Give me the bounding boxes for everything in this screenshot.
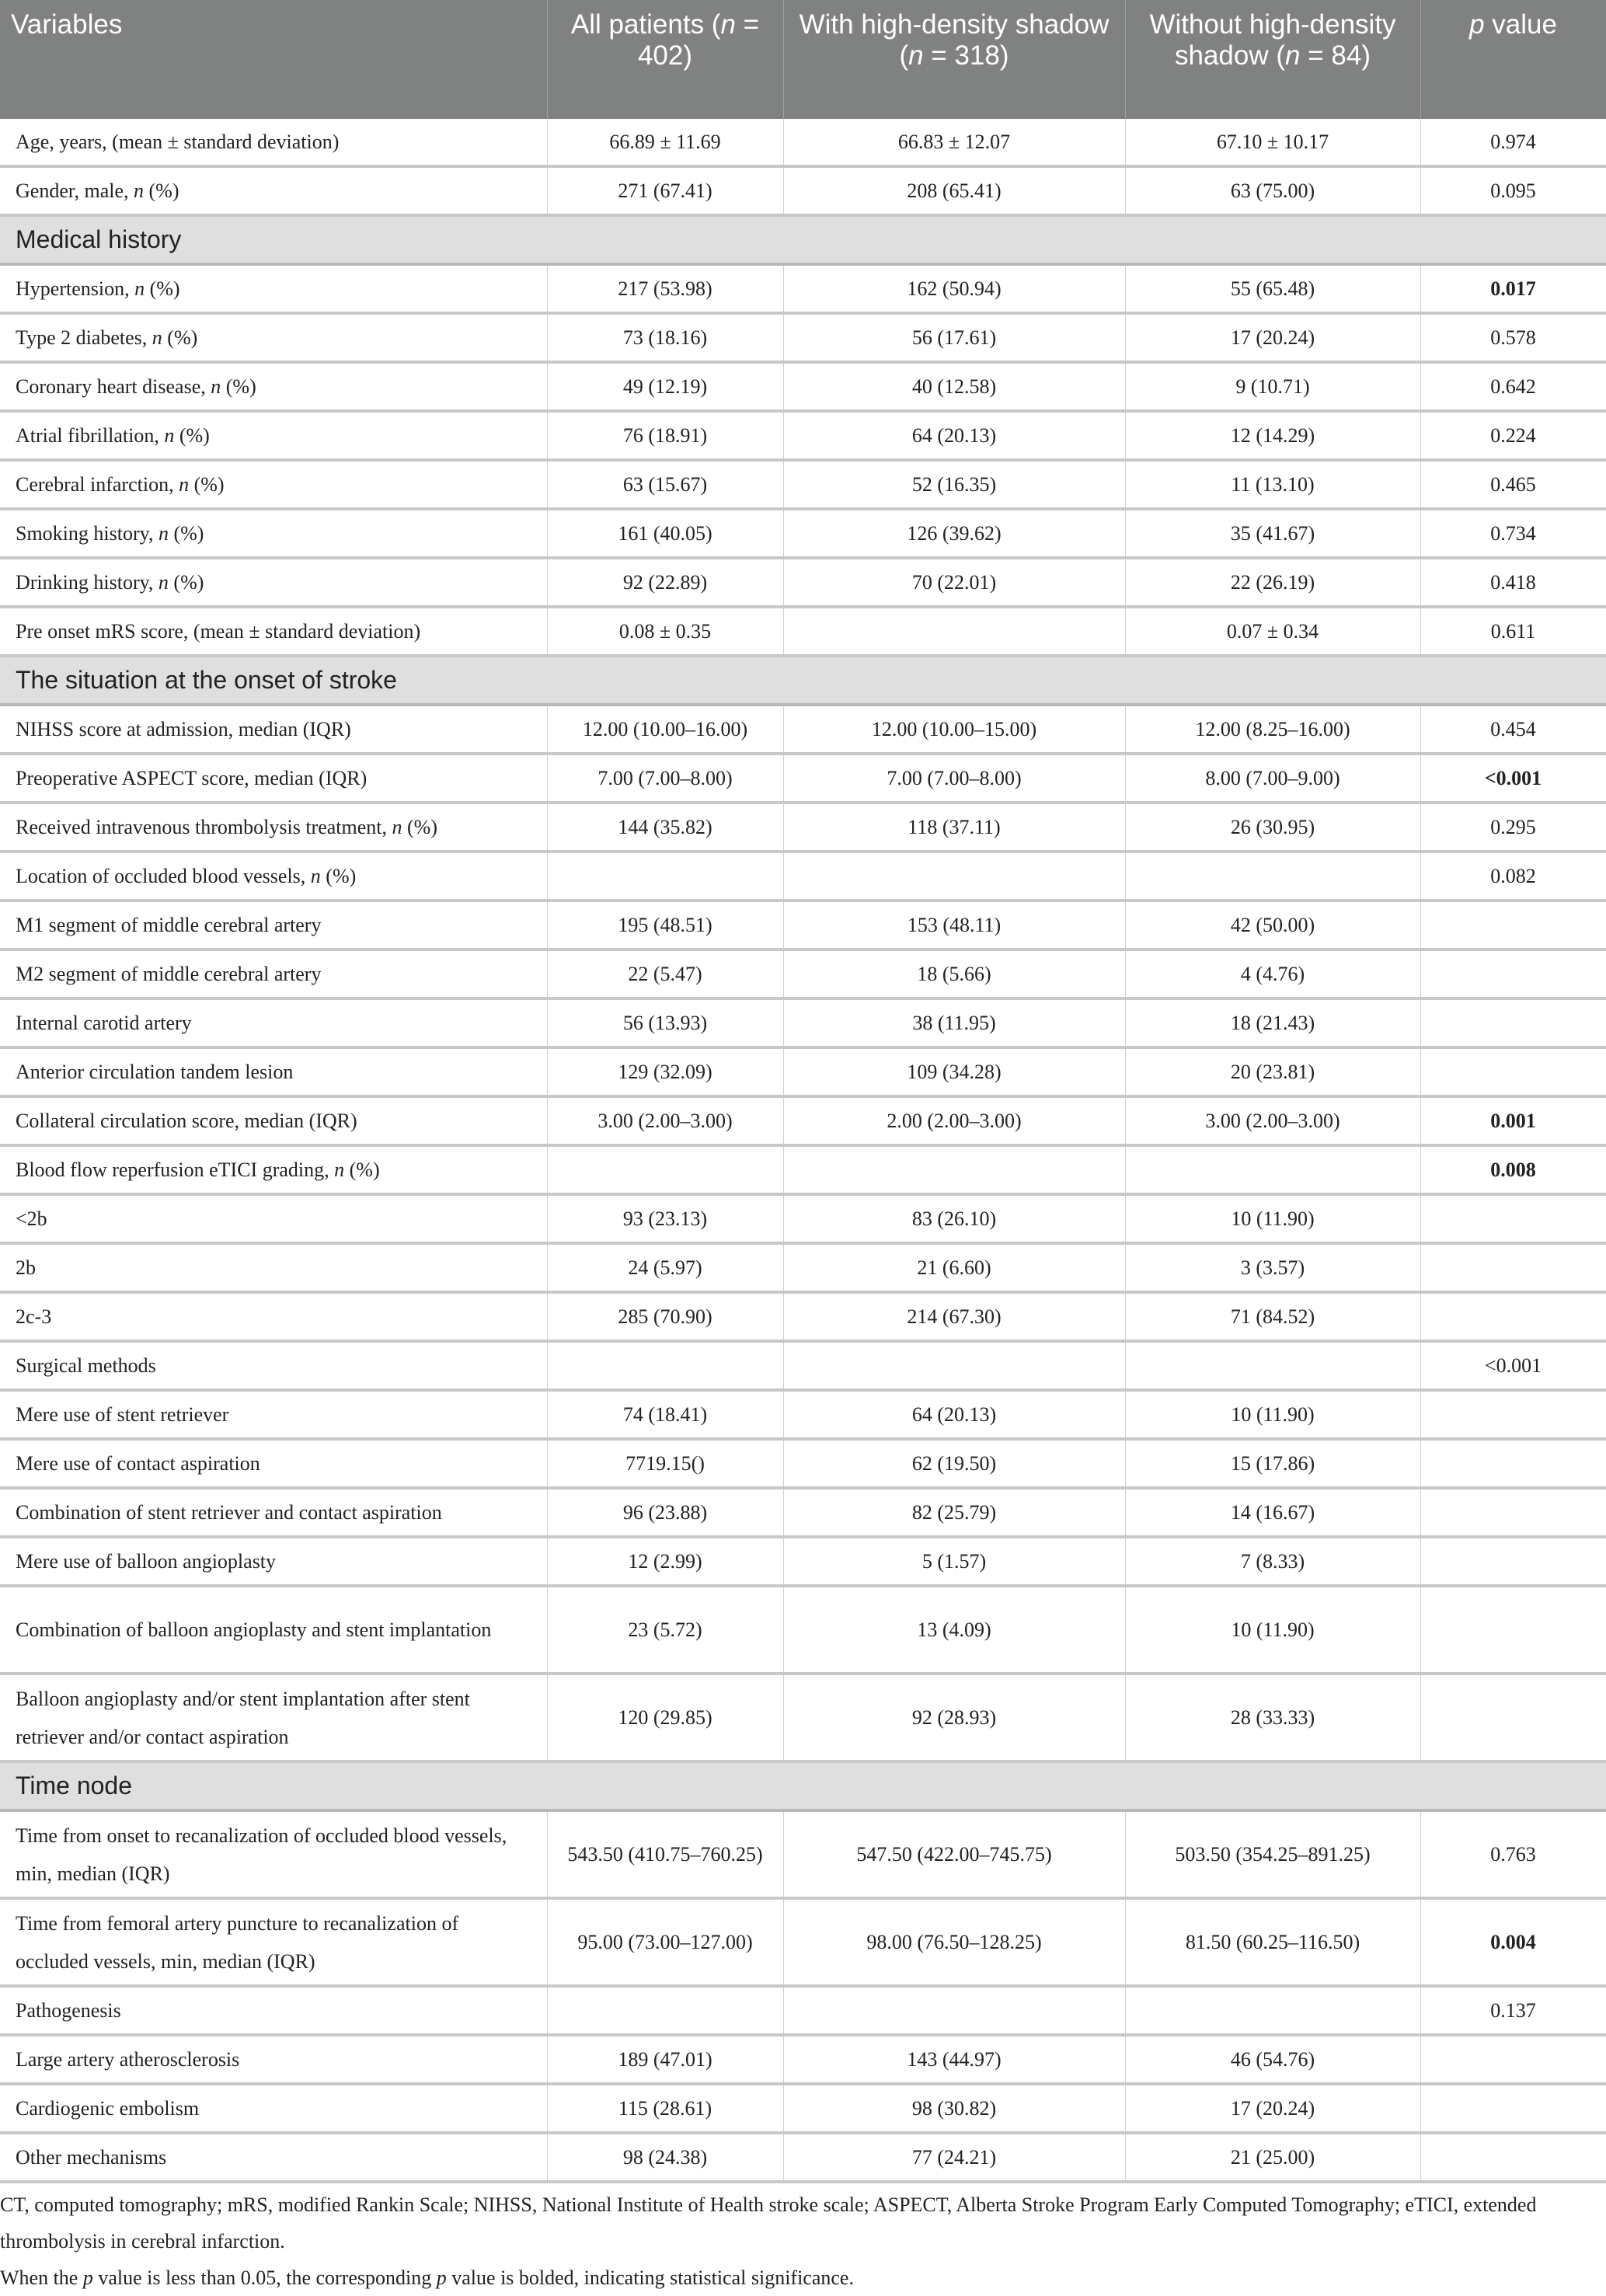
row-label: Gender, male, n (%) <box>0 166 547 215</box>
row-label: NIHSS score at admission, median (IQR) <box>0 705 547 754</box>
cell-with-shadow: 2.00 (2.00–3.00) <box>783 1096 1125 1145</box>
cell-with-shadow: 214 (67.30) <box>783 1292 1125 1341</box>
cell-with-shadow: 13 (4.09) <box>783 1586 1125 1674</box>
cell-with-shadow: 40 (12.58) <box>783 362 1125 411</box>
cell-without-shadow: 503.50 (354.25–891.25) <box>1125 1810 1420 1898</box>
row-label: Mere use of stent retriever <box>0 1390 547 1439</box>
table-row <box>0 1986 1606 2035</box>
cell-p-value: 0.465 <box>1420 460 1606 509</box>
cell-p-value <box>1420 2035 1606 2084</box>
header-p-value: p value <box>1420 0 1606 119</box>
row-label: Preoperative ASPECT score, median (IQR) <box>0 754 547 803</box>
table-row <box>0 166 1606 215</box>
cell-all-patients: 23 (5.72) <box>547 1586 783 1674</box>
table-row <box>0 607 1606 656</box>
cell-without-shadow: 11 (13.10) <box>1125 460 1420 509</box>
cell-without-shadow: 3.00 (2.00–3.00) <box>1125 1096 1420 1145</box>
section-title: The situation at the onset of stroke <box>0 656 1606 705</box>
cell-p-value: 0.001 <box>1420 1096 1606 1145</box>
table-row <box>0 1243 1606 1292</box>
cell-p-value: 0.418 <box>1420 558 1606 607</box>
section-title: Medical history <box>0 215 1606 264</box>
cell-without-shadow: 10 (11.90) <box>1125 1390 1420 1439</box>
cell-without-shadow: 15 (17.86) <box>1125 1439 1420 1488</box>
cell-p-value <box>1420 1390 1606 1439</box>
cell-all-patients: 49 (12.19) <box>547 362 783 411</box>
cell-with-shadow: 52 (16.35) <box>783 460 1125 509</box>
cell-all-patients: 96 (23.88) <box>547 1488 783 1537</box>
cell-all-patients: 161 (40.05) <box>547 509 783 558</box>
cell-with-shadow <box>783 1986 1125 2035</box>
table-row <box>0 1898 1606 1986</box>
cell-p-value: 0.004 <box>1420 1898 1606 1986</box>
cell-p-value <box>1420 1439 1606 1488</box>
row-label: <2b <box>0 1194 547 1243</box>
table-row <box>0 1674 1606 1761</box>
cell-without-shadow: 0.07 ± 0.34 <box>1125 607 1420 656</box>
cell-p-value: 0.082 <box>1420 852 1606 901</box>
cell-without-shadow <box>1125 852 1420 901</box>
cell-with-shadow: 118 (37.11) <box>783 803 1125 852</box>
section-title: Time node <box>0 1761 1606 1810</box>
cell-p-value: 0.224 <box>1420 411 1606 460</box>
cell-with-shadow: 77 (24.21) <box>783 2133 1125 2182</box>
cell-with-shadow: 64 (20.13) <box>783 411 1125 460</box>
cell-p-value: 0.734 <box>1420 509 1606 558</box>
cell-with-shadow: 64 (20.13) <box>783 1390 1125 1439</box>
table-row <box>0 1810 1606 1898</box>
table-row <box>0 558 1606 607</box>
cell-all-patients: 56 (13.93) <box>547 998 783 1047</box>
cell-p-value: 0.642 <box>1420 362 1606 411</box>
cell-all-patients: 63 (15.67) <box>547 460 783 509</box>
cell-with-shadow: 21 (6.60) <box>783 1243 1125 1292</box>
cell-with-shadow: 208 (65.41) <box>783 166 1125 215</box>
cell-with-shadow: 18 (5.66) <box>783 949 1125 998</box>
table-row <box>0 705 1606 754</box>
cell-p-value <box>1420 2084 1606 2133</box>
cell-p-value: <0.001 <box>1420 754 1606 803</box>
cell-without-shadow: 46 (54.76) <box>1125 2035 1420 2084</box>
table-row <box>0 1145 1606 1194</box>
cell-without-shadow: 63 (75.00) <box>1125 166 1420 215</box>
cell-p-value <box>1420 1243 1606 1292</box>
table-row <box>0 1488 1606 1537</box>
table-row <box>0 264 1606 313</box>
cell-without-shadow: 22 (26.19) <box>1125 558 1420 607</box>
cell-all-patients: 24 (5.97) <box>547 1243 783 1292</box>
cell-p-value: 0.295 <box>1420 803 1606 852</box>
cell-with-shadow: 66.83 ± 12.07 <box>783 119 1125 166</box>
cell-without-shadow: 3 (3.57) <box>1125 1243 1420 1292</box>
cell-with-shadow: 56 (17.61) <box>783 313 1125 362</box>
cell-p-value <box>1420 1674 1606 1761</box>
cell-all-patients: 92 (22.89) <box>547 558 783 607</box>
cell-all-patients: 66.89 ± 11.69 <box>547 119 783 166</box>
section-row <box>0 1761 1606 1810</box>
cell-p-value <box>1420 949 1606 998</box>
row-label: Atrial fibrillation, n (%) <box>0 411 547 460</box>
cell-all-patients: 195 (48.51) <box>547 901 783 949</box>
table-row <box>0 313 1606 362</box>
cell-with-shadow: 92 (28.93) <box>783 1674 1125 1761</box>
table-row <box>0 2084 1606 2133</box>
row-label: Drinking history, n (%) <box>0 558 547 607</box>
section-row <box>0 656 1606 705</box>
cell-with-shadow: 143 (44.97) <box>783 2035 1125 2084</box>
cell-p-value <box>1420 998 1606 1047</box>
cell-all-patients: 7.00 (7.00–8.00) <box>547 754 783 803</box>
cell-with-shadow: 109 (34.28) <box>783 1047 1125 1096</box>
table-row <box>0 411 1606 460</box>
table-row <box>0 460 1606 509</box>
cell-all-patients: 12.00 (10.00–16.00) <box>547 705 783 754</box>
cell-without-shadow: 21 (25.00) <box>1125 2133 1420 2182</box>
cell-all-patients: 73 (18.16) <box>547 313 783 362</box>
cell-all-patients <box>547 1145 783 1194</box>
cell-p-value <box>1420 1047 1606 1096</box>
cell-with-shadow <box>783 1341 1125 1390</box>
cell-all-patients: 93 (23.13) <box>547 1194 783 1243</box>
cell-without-shadow: 20 (23.81) <box>1125 1047 1420 1096</box>
row-label: Cerebral infarction, n (%) <box>0 460 547 509</box>
table-row <box>0 1586 1606 1674</box>
cell-all-patients: 98 (24.38) <box>547 2133 783 2182</box>
table-row <box>0 1341 1606 1390</box>
cell-all-patients: 543.50 (410.75–760.25) <box>547 1810 783 1898</box>
cell-p-value <box>1420 2133 1606 2182</box>
cell-p-value: 0.095 <box>1420 166 1606 215</box>
table-row <box>0 1439 1606 1488</box>
cell-with-shadow: 162 (50.94) <box>783 264 1125 313</box>
table-row <box>0 2133 1606 2182</box>
row-label: Age, years, (mean ± standard deviation) <box>0 119 547 166</box>
cell-p-value: <0.001 <box>1420 1341 1606 1390</box>
cell-without-shadow <box>1125 1145 1420 1194</box>
cell-with-shadow: 12.00 (10.00–15.00) <box>783 705 1125 754</box>
cell-without-shadow: 28 (33.33) <box>1125 1674 1420 1761</box>
table-row <box>0 1537 1606 1586</box>
cell-p-value <box>1420 901 1606 949</box>
row-label: Type 2 diabetes, n (%) <box>0 313 547 362</box>
table-body <box>0 119 1606 2182</box>
cell-all-patients: 189 (47.01) <box>547 2035 783 2084</box>
cell-without-shadow: 35 (41.67) <box>1125 509 1420 558</box>
table-row <box>0 1292 1606 1341</box>
cell-without-shadow: 10 (11.90) <box>1125 1586 1420 1674</box>
cell-with-shadow <box>783 852 1125 901</box>
cell-without-shadow: 55 (65.48) <box>1125 264 1420 313</box>
row-label: Large artery atherosclerosis <box>0 2035 547 2084</box>
cell-p-value <box>1420 1194 1606 1243</box>
cell-with-shadow: 83 (26.10) <box>783 1194 1125 1243</box>
cell-p-value <box>1420 1586 1606 1674</box>
table-row <box>0 119 1606 166</box>
cell-p-value: 0.578 <box>1420 313 1606 362</box>
table-row <box>0 1047 1606 1096</box>
table-row <box>0 803 1606 852</box>
cell-p-value: 0.974 <box>1420 119 1606 166</box>
cell-p-value <box>1420 1537 1606 1586</box>
cell-without-shadow <box>1125 1341 1420 1390</box>
table-row <box>0 509 1606 558</box>
cell-all-patients: 217 (53.98) <box>547 264 783 313</box>
row-label: Mere use of contact aspiration <box>0 1439 547 1488</box>
table-row <box>0 1096 1606 1145</box>
cell-all-patients: 12 (2.99) <box>547 1537 783 1586</box>
cell-without-shadow: 7 (8.33) <box>1125 1537 1420 1586</box>
row-label: Mere use of balloon angioplasty <box>0 1537 547 1586</box>
cell-with-shadow: 82 (25.79) <box>783 1488 1125 1537</box>
cell-with-shadow: 98 (30.82) <box>783 2084 1125 2133</box>
header-all-patients: All patients (n = 402) <box>547 0 783 119</box>
cell-without-shadow: 4 (4.76) <box>1125 949 1420 998</box>
cell-all-patients: 76 (18.91) <box>547 411 783 460</box>
cell-p-value: 0.017 <box>1420 264 1606 313</box>
cell-without-shadow: 12 (14.29) <box>1125 411 1420 460</box>
table-row <box>0 1390 1606 1439</box>
cell-without-shadow: 26 (30.95) <box>1125 803 1420 852</box>
cell-without-shadow: 12.00 (8.25–16.00) <box>1125 705 1420 754</box>
row-label: Time from onset to recanalization of occluded blood vessels, min, median (IQR) <box>0 1810 547 1898</box>
cell-with-shadow: 7.00 (7.00–8.00) <box>783 754 1125 803</box>
row-label: 2b <box>0 1243 547 1292</box>
cell-with-shadow: 98.00 (76.50–128.25) <box>783 1898 1125 1986</box>
row-label: Blood flow reperfusion eTICI grading, n (%) <box>0 1145 547 1194</box>
table-row <box>0 754 1606 803</box>
cell-all-patients: 144 (35.82) <box>547 803 783 852</box>
row-label: Time from femoral artery puncture to recanalization of occluded vessels, min, median (IQR) <box>0 1898 547 1986</box>
cell-p-value <box>1420 1488 1606 1537</box>
cell-all-patients: 7719.15() <box>547 1439 783 1488</box>
cell-without-shadow: 8.00 (7.00–9.00) <box>1125 754 1420 803</box>
cell-p-value: 0.763 <box>1420 1810 1606 1898</box>
row-label: Pre onset mRS score, (mean ± standard deviation) <box>0 607 547 656</box>
cell-without-shadow: 71 (84.52) <box>1125 1292 1420 1341</box>
row-label: Combination of stent retriever and contact aspiration <box>0 1488 547 1537</box>
cell-with-shadow: 5 (1.57) <box>783 1537 1125 1586</box>
cell-with-shadow: 70 (22.01) <box>783 558 1125 607</box>
cell-all-patients: 74 (18.41) <box>547 1390 783 1439</box>
cell-with-shadow: 38 (11.95) <box>783 998 1125 1047</box>
table-row <box>0 949 1606 998</box>
cell-with-shadow: 126 (39.62) <box>783 509 1125 558</box>
cell-without-shadow: 9 (10.71) <box>1125 362 1420 411</box>
row-label: Combination of balloon angioplasty and stent implantation <box>0 1586 547 1674</box>
cell-all-patients: 95.00 (73.00–127.00) <box>547 1898 783 1986</box>
cell-without-shadow <box>1125 1986 1420 2035</box>
cell-without-shadow: 18 (21.43) <box>1125 998 1420 1047</box>
cell-all-patients: 271 (67.41) <box>547 166 783 215</box>
cell-without-shadow: 17 (20.24) <box>1125 313 1420 362</box>
cell-without-shadow: 14 (16.67) <box>1125 1488 1420 1537</box>
cell-p-value <box>1420 1292 1606 1341</box>
row-label: Other mechanisms <box>0 2133 547 2182</box>
row-label: Collateral circulation score, median (IQR) <box>0 1096 547 1145</box>
cell-all-patients: 3.00 (2.00–3.00) <box>547 1096 783 1145</box>
row-label: Hypertension, n (%) <box>0 264 547 313</box>
cell-without-shadow: 10 (11.90) <box>1125 1194 1420 1243</box>
cell-without-shadow: 17 (20.24) <box>1125 2084 1420 2133</box>
cell-all-patients: 120 (29.85) <box>547 1674 783 1761</box>
cell-all-patients: 129 (32.09) <box>547 1047 783 1096</box>
cell-p-value: 0.137 <box>1420 1986 1606 2035</box>
footnote-significance: When the p value is less than 0.05, the corresponding p value is bolded, indicating statistical significance. <box>0 2266 854 2289</box>
footnotes <box>0 2183 1606 2296</box>
row-label: Coronary heart disease, n (%) <box>0 362 547 411</box>
row-label: 2c-3 <box>0 1292 547 1341</box>
cell-with-shadow: 547.50 (422.00–745.75) <box>783 1810 1125 1898</box>
row-label: Received intravenous thrombolysis treatment, n (%) <box>0 803 547 852</box>
cell-with-shadow <box>783 1145 1125 1194</box>
row-label: M2 segment of middle cerebral artery <box>0 949 547 998</box>
row-label: Cardiogenic embolism <box>0 2084 547 2133</box>
cell-with-shadow <box>783 607 1125 656</box>
cell-p-value: 0.611 <box>1420 607 1606 656</box>
row-label: Smoking history, n (%) <box>0 509 547 558</box>
cell-all-patients: 22 (5.47) <box>547 949 783 998</box>
table-row <box>0 2035 1606 2084</box>
cell-without-shadow: 42 (50.00) <box>1125 901 1420 949</box>
cell-all-patients <box>547 852 783 901</box>
cell-all-patients <box>547 1986 783 2035</box>
cell-all-patients: 0.08 ± 0.35 <box>547 607 783 656</box>
header-without-shadow: Without high-density shadow (n = 84) <box>1125 0 1420 119</box>
section-row <box>0 215 1606 264</box>
footnote-abbreviations: CT, computed tomography; mRS, modified Rankin Scale; NIHSS, National Institute of Health stroke scale; ASPECT, Alberta Stroke Program Early Computed Tomography; eTICI, extended thrombolysis in cerebral infarction. <box>0 2193 1537 2252</box>
row-label: Surgical methods <box>0 1341 547 1390</box>
table-row <box>0 998 1606 1047</box>
table-row <box>0 901 1606 949</box>
cell-all-patients: 285 (70.90) <box>547 1292 783 1341</box>
header-variables: Variables <box>0 0 547 119</box>
cell-all-patients: 115 (28.61) <box>547 2084 783 2133</box>
row-label: Anterior circulation tandem lesion <box>0 1047 547 1096</box>
table-row <box>0 852 1606 901</box>
header-with-shadow: With high-density shadow (n = 318) <box>783 0 1125 119</box>
cell-with-shadow: 62 (19.50) <box>783 1439 1125 1488</box>
table-row <box>0 1194 1606 1243</box>
row-label: Pathogenesis <box>0 1986 547 2035</box>
cell-without-shadow: 81.50 (60.25–116.50) <box>1125 1898 1420 1986</box>
row-label: Balloon angioplasty and/or stent implantation after stent retriever and/or contact aspiration <box>0 1674 547 1761</box>
cell-without-shadow: 67.10 ± 10.17 <box>1125 119 1420 166</box>
cell-p-value: 0.454 <box>1420 705 1606 754</box>
cell-p-value: 0.008 <box>1420 1145 1606 1194</box>
table-row <box>0 362 1606 411</box>
cell-all-patients <box>547 1341 783 1390</box>
row-label: M1 segment of middle cerebral artery <box>0 901 547 949</box>
cell-with-shadow: 153 (48.11) <box>783 901 1125 949</box>
table-header-row <box>0 0 1606 119</box>
row-label: Location of occluded blood vessels, n (%) <box>0 852 547 901</box>
row-label: Internal carotid artery <box>0 998 547 1047</box>
